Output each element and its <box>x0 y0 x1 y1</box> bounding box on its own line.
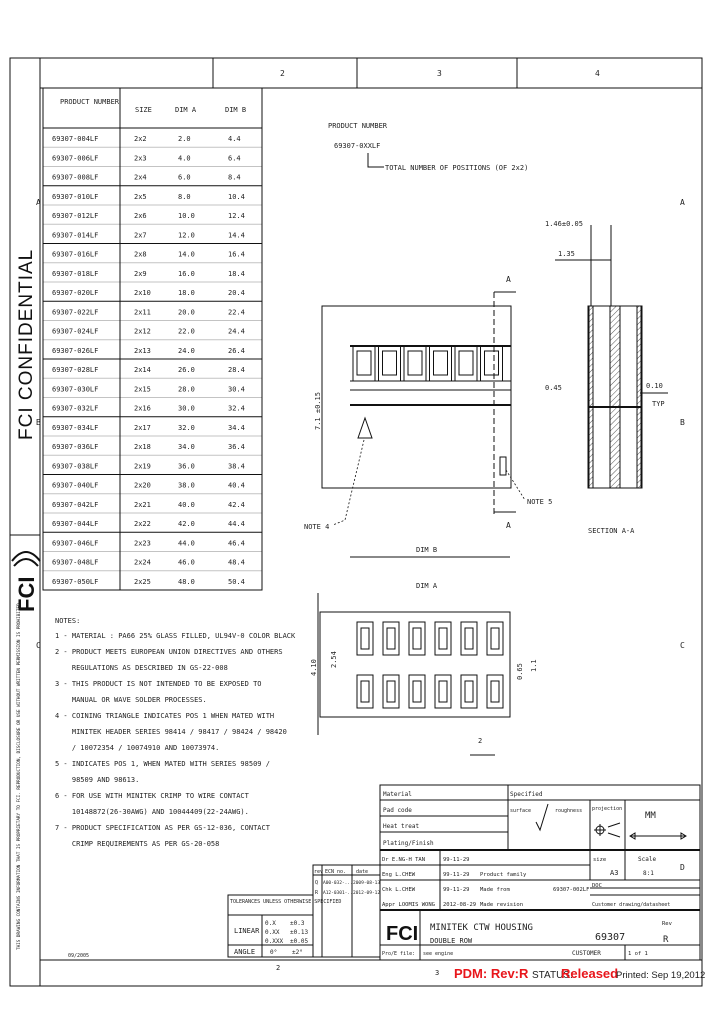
table-cell: 50.4 <box>228 577 245 586</box>
pad-code-label: Pad code <box>383 807 412 814</box>
table-cell: 69307-024LF <box>52 327 99 336</box>
table-cell: 69307-030LF <box>52 385 99 394</box>
table-cell: 69307-042LF <box>52 500 99 509</box>
table-cell: 69307-008LF <box>52 173 99 182</box>
table-cell: 2x2 <box>134 135 147 143</box>
table-cell: 69307-038LF <box>52 462 99 471</box>
approved-date: 2012-08-29 <box>443 902 477 908</box>
rev-cell: 2009-08-13 <box>353 881 381 886</box>
angle-label: ANGLE <box>234 948 256 956</box>
table-cell: 2x21 <box>134 500 151 509</box>
table-cell: 36.0 <box>178 462 195 471</box>
table-cell: 6.0 <box>178 173 191 182</box>
table-cell: 12.0 <box>178 231 195 240</box>
size-value: A3 <box>610 869 619 877</box>
table-cell: 32.4 <box>228 404 245 413</box>
table-cell: 26.4 <box>228 346 245 355</box>
surface-label: surface <box>510 808 532 814</box>
sheet-value: 1 of 1 <box>628 951 648 957</box>
table-cell: 69307-026LF <box>52 346 99 355</box>
engineer-date: 99-11-29 <box>443 872 470 878</box>
table-cell: 26.0 <box>178 366 195 374</box>
contact-cavity <box>435 675 451 708</box>
table-cell: 69307-014LF <box>52 231 99 240</box>
table-cell: 2x25 <box>134 577 151 586</box>
zone-label: 3 <box>437 69 442 78</box>
customer-label: CUSTOMER <box>572 950 601 957</box>
table-cell: 2x23 <box>134 539 151 548</box>
table-cell: 2x4 <box>134 173 147 182</box>
proe-file-label: Pro/E file: <box>382 951 416 957</box>
contact-cavity <box>383 622 399 655</box>
bottom-view <box>310 546 538 755</box>
table-cell: 28.4 <box>228 366 245 374</box>
date-header: date <box>356 869 369 875</box>
dim-0-10: 0.10 <box>646 382 663 390</box>
contact-cavity <box>461 675 477 708</box>
note-line: MINITEK HEADER SERIES 98414 / 98417 / 98424 / 98420 <box>55 728 287 736</box>
note4-callout: NOTE 4 <box>304 523 330 531</box>
table-cell: 42.4 <box>228 500 245 509</box>
header-dim-b: DIM B <box>225 106 247 114</box>
row-pitch-dimension: 2.54 <box>330 651 338 668</box>
fci-logo: FCI <box>386 923 419 945</box>
table-cell: 69307-004LF <box>52 135 99 143</box>
table-cell: 69307-040LF <box>52 481 99 490</box>
contact-cavity <box>409 622 425 655</box>
header-dim-a: DIM A <box>175 106 197 114</box>
dim-width: 1.46±0.05 <box>545 220 583 228</box>
table-cell: 16.0 <box>178 269 195 278</box>
table-cell: 2x5 <box>134 192 147 201</box>
tol-value: ±2° <box>292 949 303 956</box>
zone-label: C <box>680 641 685 650</box>
table-cell: 18.4 <box>228 269 245 278</box>
product-table <box>43 88 262 590</box>
tolerance-title: TOLERANCES UNLESS OTHERWISE SPECIFIED <box>230 899 342 905</box>
table-cell: 2x14 <box>134 366 151 374</box>
header-product-number: PRODUCT NUMBER <box>60 98 120 106</box>
note-line: CRIMP REQUIREMENTS AS PER GS-20-058 <box>55 840 220 848</box>
rev-cell: 2012-09-12 <box>353 891 381 896</box>
zone-label: 2 <box>280 69 285 78</box>
pdm-revision: PDM: Rev:R <box>454 966 529 981</box>
note-line: 98509 AND 98613. <box>55 776 140 784</box>
table-cell: 36.4 <box>228 443 245 451</box>
gap-dimension: 0.65 <box>516 663 524 680</box>
size-label: size <box>593 857 607 863</box>
tol-value: ±0.05 <box>290 938 309 945</box>
checked-date: 99-11-29 <box>443 887 470 893</box>
table-cell: 2x17 <box>134 423 151 432</box>
projection-label: projection <box>592 806 623 812</box>
table-cell: 34.4 <box>228 423 245 432</box>
zone-label: B <box>680 418 685 427</box>
note-line: 7 - PRODUCT SPECIFICATION AS PER GS-12-036, CONTACT <box>55 824 270 832</box>
legal-text: THIS DRAWING CONTAINS INFORMATION THAT IS PROPRIETARY TO FCI. REPRODUCTION, DISCLOSURE OR USE WITHOUT WRITTEN PERMISSION IS PROHIBITED. <box>17 600 22 950</box>
table-cell: 22.0 <box>178 327 195 336</box>
note-line: 3 - THIS PRODUCT IS NOT INTENDED TO BE EXPOSED TO <box>55 680 262 688</box>
table-cell: 69307-028LF <box>52 366 99 374</box>
units-label: MM <box>645 811 656 821</box>
table-cell: 40.4 <box>228 481 245 490</box>
table-cell: 69307-050LF <box>52 577 99 586</box>
table-cell: 2x22 <box>134 520 151 528</box>
table-cell: 18.0 <box>178 289 195 297</box>
table-cell: 34.0 <box>178 443 195 451</box>
table-cell: 2x24 <box>134 558 151 567</box>
projection-symbol-icon <box>594 823 620 837</box>
rev-cell: A00-032-... <box>323 881 353 886</box>
units-arrow <box>630 833 686 839</box>
scale-label: Scale <box>638 856 657 863</box>
height-dimension: 7.1 ±0.15 <box>314 392 322 430</box>
table-cell: 69307-020LF <box>52 289 99 297</box>
table-cell: 14.4 <box>228 231 245 240</box>
note-line: 1 - MATERIAL : PA66 25% GLASS FILLED, UL94V-0 COLOR BLACK <box>55 632 296 640</box>
zone-label: A <box>680 198 685 207</box>
width-dimension: 4.10 <box>310 659 318 676</box>
note-line: 5 - INDICATES POS 1, WHEN MATED WITH SERIES 98509 / <box>55 760 270 768</box>
table-cell: 2x19 <box>134 462 151 471</box>
table-cell: 2x8 <box>134 250 147 259</box>
table-cell: 69307-032LF <box>52 404 99 413</box>
table-cell: 46.4 <box>228 539 245 548</box>
notes-block <box>55 617 296 848</box>
table-cell: 4.4 <box>228 135 241 143</box>
dim-b-label: DIM B <box>416 546 438 554</box>
roughness-label: roughness <box>555 808 583 814</box>
table-cell: 38.4 <box>228 462 245 471</box>
drawing-number: 69307 <box>595 932 626 943</box>
rev-cell: A12-0301-... <box>323 891 356 896</box>
status-label: STATUS: <box>532 970 573 981</box>
note-line: MANUAL OR WAVE SOLDER PROCESSES. <box>55 696 207 704</box>
product-number-label: PRODUCT NUMBER <box>328 122 388 130</box>
table-cell: 48.0 <box>178 577 195 586</box>
table-cell: 2x12 <box>134 327 151 336</box>
rev-value: R <box>663 935 669 945</box>
table-cell: 44.0 <box>178 539 195 548</box>
drawn-by: Dr E.NG-H TAN <box>382 857 426 863</box>
rev-cell: R <box>315 890 319 896</box>
scale-value: 8:1 <box>643 870 654 877</box>
zone-label: 2 <box>276 964 281 972</box>
tol-value: 0.X <box>265 920 276 927</box>
note-line: 6 - FOR USE WITH MINITEK CRIMP TO WIRE CONTACT <box>55 792 249 800</box>
tol-value: 0.XX <box>265 929 280 936</box>
dim-1-35: 1.35 <box>558 250 575 258</box>
table-cell: 2x6 <box>134 212 147 220</box>
table-cell: 2x18 <box>134 443 151 451</box>
front-view <box>304 275 552 531</box>
linear-label: LINEAR <box>234 927 260 935</box>
table-cell: 69307-046LF <box>52 539 99 548</box>
rev-label: Rev <box>662 921 672 927</box>
heat-treat-label: Heat treat <box>383 823 420 830</box>
printed-date: Printed: Sep 19,2012 <box>616 970 706 981</box>
table-cell: 69307-012LF <box>52 212 99 220</box>
table-cell: 42.0 <box>178 520 195 528</box>
ecn-header: ECN no. <box>325 869 347 875</box>
contact-cavity <box>487 675 503 708</box>
date-small: 09/2005 <box>68 953 90 959</box>
contact-cavity <box>487 622 503 655</box>
table-cell: 69307-006LF <box>52 154 99 163</box>
customer-drawing-label: Customer drawing/datasheet <box>592 902 671 908</box>
section-view <box>545 220 668 535</box>
table-cell: 69307-034LF <box>52 423 99 432</box>
confidential-label: FCI CONFIDENTIAL <box>16 248 37 440</box>
table-cell: 8.0 <box>178 192 191 201</box>
drawn-date: 99-11-29 <box>443 857 470 863</box>
tol-value: 0° <box>270 949 278 956</box>
note-line: REGULATIONS AS DESCRIBED IN GS-22-008 <box>55 664 228 672</box>
table-cell: 12.4 <box>228 212 245 220</box>
drawing-subtitle: DOUBLE ROW <box>430 937 473 945</box>
table-cell: 16.4 <box>228 250 245 259</box>
svg-text:FCI: FCI <box>14 576 39 612</box>
contact-cavity <box>409 675 425 708</box>
contact-cavity <box>357 675 373 708</box>
doc-label: DOC <box>592 883 602 889</box>
table-cell: 2x7 <box>134 231 147 240</box>
table-cell: 6.4 <box>228 154 241 163</box>
specified-label: Specified <box>510 791 543 798</box>
table-cell: 48.4 <box>228 558 245 567</box>
table-cell: 20.0 <box>178 308 195 317</box>
table-cell: 44.4 <box>228 520 245 528</box>
checked-by: Chk L.CHEW <box>382 887 416 893</box>
table-cell: 2x11 <box>134 308 151 317</box>
table-cell: 2x15 <box>134 385 151 394</box>
made-from-value: 69307-002LF <box>553 887 590 893</box>
section-label: SECTION A-A <box>588 527 635 535</box>
tol-value: ±0.13 <box>290 929 309 936</box>
material-label: Material <box>383 791 412 798</box>
engineer: Eng L.CHEW <box>382 872 416 878</box>
zone-label: A <box>36 198 41 207</box>
plating-label: Plating/Finish <box>383 840 434 847</box>
part-code: 69307-0XXLF <box>334 142 381 150</box>
table-cell: 2x10 <box>134 289 151 297</box>
title-block <box>380 785 700 960</box>
table-cell: 24.4 <box>228 327 245 336</box>
note-line: 4 - COINING TRIANGLE INDICATES POS 1 WHEN MATED WITH <box>55 712 275 720</box>
pin-pitch-dimension: 2 <box>478 737 483 745</box>
table-cell: 40.0 <box>178 500 195 509</box>
small-dimension: 1.1 <box>530 659 538 672</box>
contact-cavity <box>461 622 477 655</box>
note5-callout: NOTE 5 <box>527 498 553 506</box>
tol-value: ±0.3 <box>290 920 305 927</box>
table-cell: 10.0 <box>178 212 195 220</box>
table-cell: 22.4 <box>228 308 245 317</box>
header-size: SIZE <box>135 106 152 114</box>
zone-label: B <box>36 418 41 427</box>
table-cell: 2x16 <box>134 404 151 413</box>
table-cell: 2x13 <box>134 346 151 355</box>
zone-label: 4 <box>595 69 600 78</box>
table-cell: 28.0 <box>178 385 195 394</box>
contact-cavity <box>435 622 451 655</box>
table-cell: 38.0 <box>178 481 195 490</box>
notes-title: NOTES: <box>55 617 81 625</box>
proe-file-value: see engine <box>423 951 454 957</box>
contact-cavity <box>357 622 373 655</box>
zone-label: 3 <box>435 969 440 977</box>
dim-0-45: 0.45 <box>545 384 562 392</box>
table-cell: 20.4 <box>228 289 245 297</box>
made-revision-label: Made revision <box>480 902 524 908</box>
table-cell: 32.0 <box>178 423 195 432</box>
table-cell: 69307-016LF <box>52 250 99 259</box>
status-value: Released <box>561 966 619 981</box>
drawing-title: MINITEK CTW HOUSING <box>430 923 533 933</box>
dim-a-label: DIM A <box>416 582 438 590</box>
table-cell: 4.0 <box>178 154 191 163</box>
table-cell: 2x3 <box>134 154 147 163</box>
section-mark: A <box>506 521 511 530</box>
note-line: / 10072354 / 10074910 AND 10073974. <box>55 744 220 752</box>
table-cell: 14.0 <box>178 250 195 259</box>
table-cell: 69307-018LF <box>52 269 99 278</box>
dim-typ: TYP <box>652 400 665 408</box>
table-cell: 30.4 <box>228 385 245 394</box>
table-cell: 46.0 <box>178 558 195 567</box>
table-cell: 69307-048LF <box>52 558 99 567</box>
table-cell: 30.0 <box>178 404 195 413</box>
rev-cell: Q <box>315 880 319 886</box>
note-line: 2 - PRODUCT MEETS EUROPEAN UNION DIRECTIVES AND OTHERS <box>55 648 283 656</box>
table-cell: 2x20 <box>134 481 151 490</box>
section-mark: A <box>506 275 511 284</box>
table-cell: 69307-044LF <box>52 520 99 528</box>
note5-marker <box>500 457 506 475</box>
table-cell: 69307-010LF <box>52 192 99 201</box>
pos1-triangle-marker <box>358 418 372 438</box>
rev-header: rev <box>314 869 324 875</box>
tolerance-block <box>228 895 341 957</box>
table-cell: 69307-022LF <box>52 308 99 317</box>
table-cell: 2x9 <box>134 269 147 278</box>
note-line: 10148872(26-30AWG) AND 10044409(22-24AWG). <box>55 808 249 816</box>
made-from-label: Made from <box>480 887 510 893</box>
table-cell: 8.4 <box>228 173 241 182</box>
table-cell: 10.4 <box>228 192 245 201</box>
zone-label: C <box>36 641 41 650</box>
table-cell: 24.0 <box>178 346 195 355</box>
contact-cavity <box>383 675 399 708</box>
product-family-label: Product family <box>480 872 527 878</box>
surface-roughness-symbol <box>536 804 548 830</box>
table-cell: 2.0 <box>178 135 191 143</box>
table-cell: 69307-036LF <box>52 443 99 451</box>
zone-label: D <box>680 863 685 872</box>
approved-by: Appr LOOMIS WONG <box>382 902 435 908</box>
tol-value: 0.XXX <box>265 938 284 945</box>
total-positions-label: TOTAL NUMBER OF POSITIONS (OF 2x2) <box>385 164 529 172</box>
